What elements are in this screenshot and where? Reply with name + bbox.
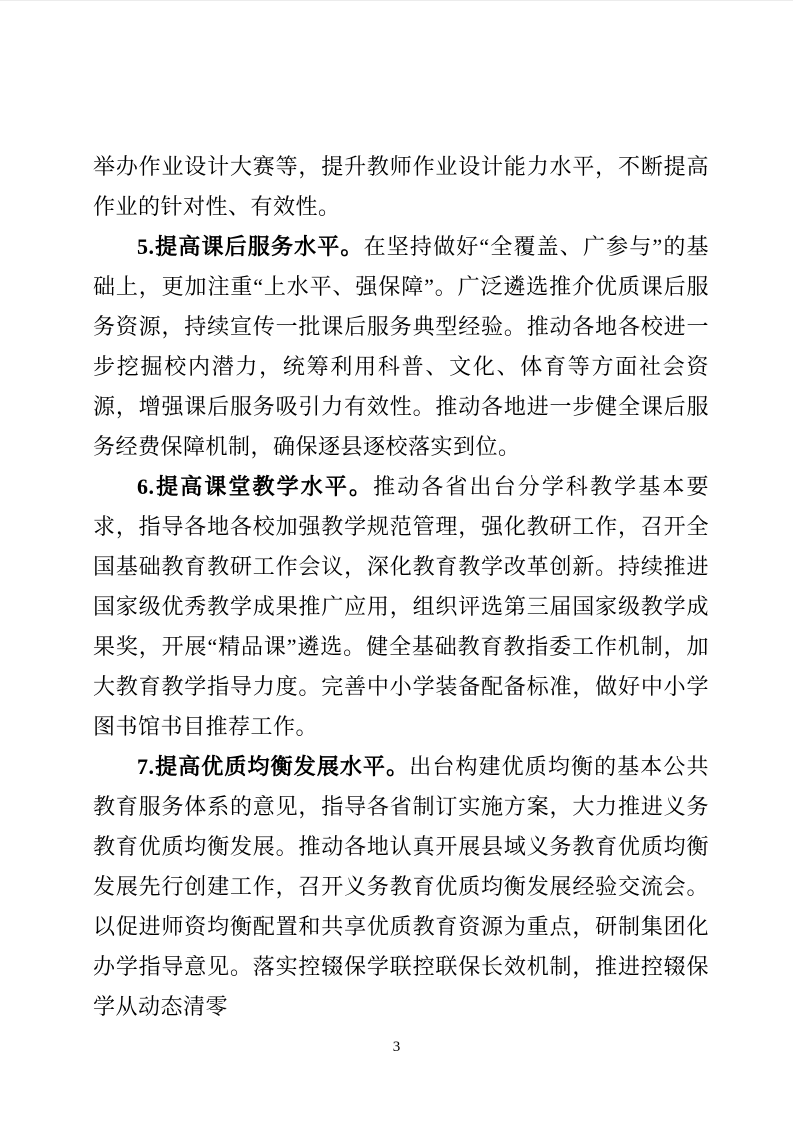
section-heading-5: 5.提高课后服务水平。 [137, 234, 364, 259]
paragraph-continuation [93, 147, 709, 227]
section-heading-6: 6.提高课堂教学水平。 [137, 474, 374, 499]
paragraph-section-5 [93, 227, 709, 467]
paragraph-text: 出台构建优质均衡的基本公共教育服务体系的意见，指导各省制订实施方案，大力推进义务教育优质均衡发展。推动各地认真开展县域义务教育优质均衡发展先行创建工作，召开义务教育优质均衡发展经验交流会。以促进师资均衡配置和共享优质教育资源为重点，研制集团化办学指导意见。落实控辍保学联控联保长效机制，推进控辍保学从动态清零 [93, 754, 709, 1019]
paragraph-text: 推动各省出台分学科教学基本要求，指导各地各校加强教学规范管理，强化教研工作，召开全国基础教育教研工作会议，深化教育教学改革创新。持续推进国家级优秀教学成果推广应用，组织评选第三届国家级教学成果奖，开展“精品课”遴选。健全基础教育教指委工作机制，加大教育教学指导力度。完善中小学装备配备标准，做好中小学图书馆书目推荐工作。 [93, 474, 709, 739]
section-heading-7: 7.提高优质均衡发展水平。 [137, 754, 410, 779]
paragraph-text: 举办作业设计大赛等，提升教师作业设计能力水平，不断提高作业的针对性、有效性。 [93, 154, 709, 219]
page-number: 3 [392, 1039, 401, 1055]
paragraph-section-7 [93, 747, 709, 1027]
page-footer [0, 1037, 793, 1057]
document-body [93, 147, 709, 1027]
paragraph-text: 在坚持做好“全覆盖、广参与”的基础上，更加注重“上水平、强保障”。广泛遴选推介优质课后服务资源，持续宣传一批课后服务典型经验。推动各地各校进一步挖掘校内潜力，统筹利用科普、文化、体育等方面社会资源，增强课后服务吸引力有效性。推动各地进一步健全课后服务经费保障机制，确保逐县逐校落实到位。 [93, 234, 709, 459]
paragraph-section-6 [93, 467, 709, 747]
